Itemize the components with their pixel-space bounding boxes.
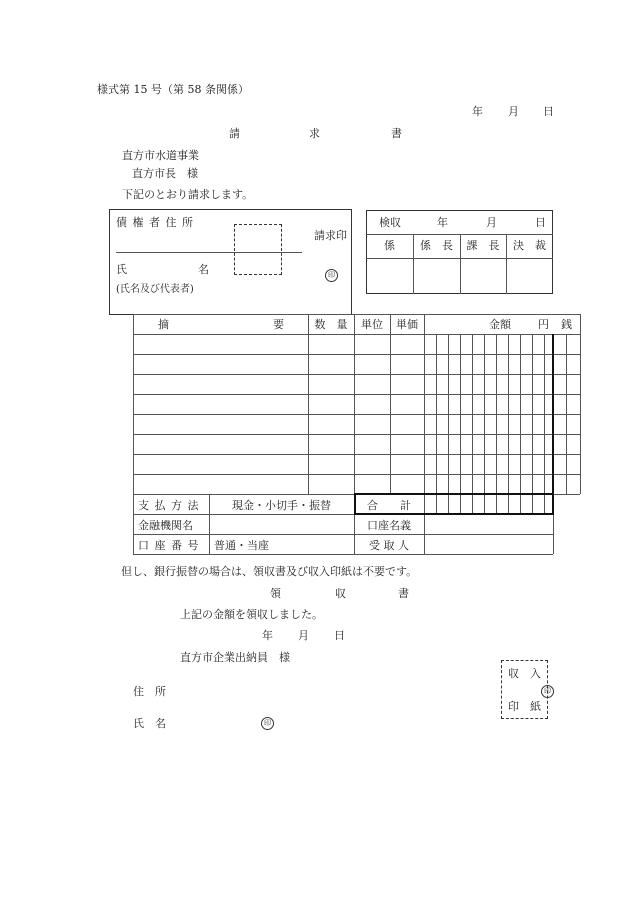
receipt-title-char-3: 書	[398, 587, 409, 600]
grid-line	[566, 334, 567, 494]
grid-line	[532, 334, 533, 514]
receipt-day: 日	[334, 629, 345, 642]
grid-line	[520, 334, 521, 514]
grid-line	[133, 374, 580, 375]
grid-line	[133, 534, 553, 535]
form-number: 様式第 15 号（第 58 条関係）	[97, 83, 249, 96]
payment-method-label: 支 払 方 法	[138, 499, 200, 512]
grid-line	[133, 474, 580, 475]
request-text: 下記のとおり請求します。	[122, 188, 254, 201]
role-3: 課 長	[466, 239, 500, 252]
title-char-2: 求	[309, 127, 320, 140]
header-yen: 円	[538, 318, 549, 331]
grid-line	[472, 334, 473, 514]
grid-line	[496, 334, 497, 514]
payment-method-value: 現金・小切手・振替	[232, 499, 331, 512]
grid-line	[133, 554, 553, 555]
creditor-seal-mark: 印	[325, 269, 338, 282]
header-sen: 銭	[561, 318, 572, 331]
grid-line	[133, 314, 580, 315]
grid-line	[133, 454, 580, 455]
name-label-1: 氏	[116, 263, 127, 276]
bank-transfer-note: 但し、銀行振替の場合は、領収書及び収入印紙は不要です。	[121, 565, 418, 578]
revenue-stamp-label-1: 収 入	[508, 667, 541, 680]
title-char-3: 書	[391, 127, 402, 140]
role-1: 係	[384, 239, 395, 252]
name-label-2: 名	[198, 263, 209, 276]
total-label: 合 計	[367, 499, 411, 512]
grid-line	[552, 334, 554, 514]
receipt-seal-mark: 印	[261, 717, 274, 730]
date-year: 年	[472, 105, 483, 118]
grid-line	[484, 334, 485, 514]
inspection-label: 検収	[379, 216, 401, 229]
seal-placeholder	[234, 224, 282, 275]
receipt-month: 月	[298, 629, 309, 642]
header-amount: 金額	[489, 318, 511, 331]
grid-line	[460, 334, 461, 514]
name-note: (氏名及び代表者)	[116, 284, 194, 295]
receipt-title-char-1: 領	[270, 587, 281, 600]
date-month: 月	[508, 105, 519, 118]
account-type: 普通・当座	[214, 539, 269, 552]
receipt-to: 直方市企業出納員 様	[180, 651, 290, 664]
role-2: 係 長	[420, 239, 453, 252]
role-4: 決 裁	[513, 239, 546, 252]
addressee-org: 直方市水道事業	[122, 149, 199, 162]
title-char-1: 請	[229, 127, 240, 140]
inspection-day: 日	[535, 216, 546, 229]
request-seal-label: 請求印	[314, 229, 347, 242]
receipt-text: 上記の金額を領収しました。	[180, 608, 323, 621]
grid-line	[436, 334, 437, 514]
grid-line	[354, 314, 355, 554]
grid-line	[133, 414, 580, 415]
grid-line	[133, 314, 134, 554]
bank-label: 金融機関名	[138, 519, 193, 532]
account-name-label: 口座名義	[367, 519, 411, 532]
inspection-month: 月	[486, 216, 497, 229]
grid-line	[133, 434, 580, 435]
grid-line	[133, 354, 580, 355]
inspection-year: 年	[437, 216, 448, 229]
receipt-title-char-2: 収	[335, 587, 346, 600]
account-no-label: 口 座 番 号	[138, 539, 200, 552]
creditor-address-label: 債 権 者 住 所	[116, 216, 194, 229]
grid-line	[424, 314, 425, 554]
grid-line	[544, 334, 545, 514]
header-quantity: 数 量	[314, 318, 348, 331]
receipt-address-label: 住 所	[133, 685, 166, 698]
date-day: 日	[543, 105, 554, 118]
receipt-name-label: 氏 名	[133, 717, 166, 730]
grid-line	[390, 314, 391, 494]
grid-line	[580, 314, 581, 494]
grid-line	[133, 394, 580, 395]
grid-line	[508, 334, 509, 514]
grid-line	[308, 314, 309, 494]
header-summary-2: 要	[273, 318, 284, 331]
header-unit-price: 単価	[396, 318, 418, 331]
revenue-stamp-seal: 印	[541, 685, 554, 698]
revenue-stamp-label-2: 印 紙	[508, 700, 541, 713]
header-summary-1: 摘	[158, 318, 169, 331]
receipt-year: 年	[262, 629, 273, 642]
grid-line	[133, 334, 580, 335]
header-unit: 単位	[361, 318, 383, 331]
grid-line	[448, 334, 449, 514]
addressee-person: 直方市長 様	[132, 167, 198, 180]
receiver-label: 受 取 人	[369, 539, 409, 552]
